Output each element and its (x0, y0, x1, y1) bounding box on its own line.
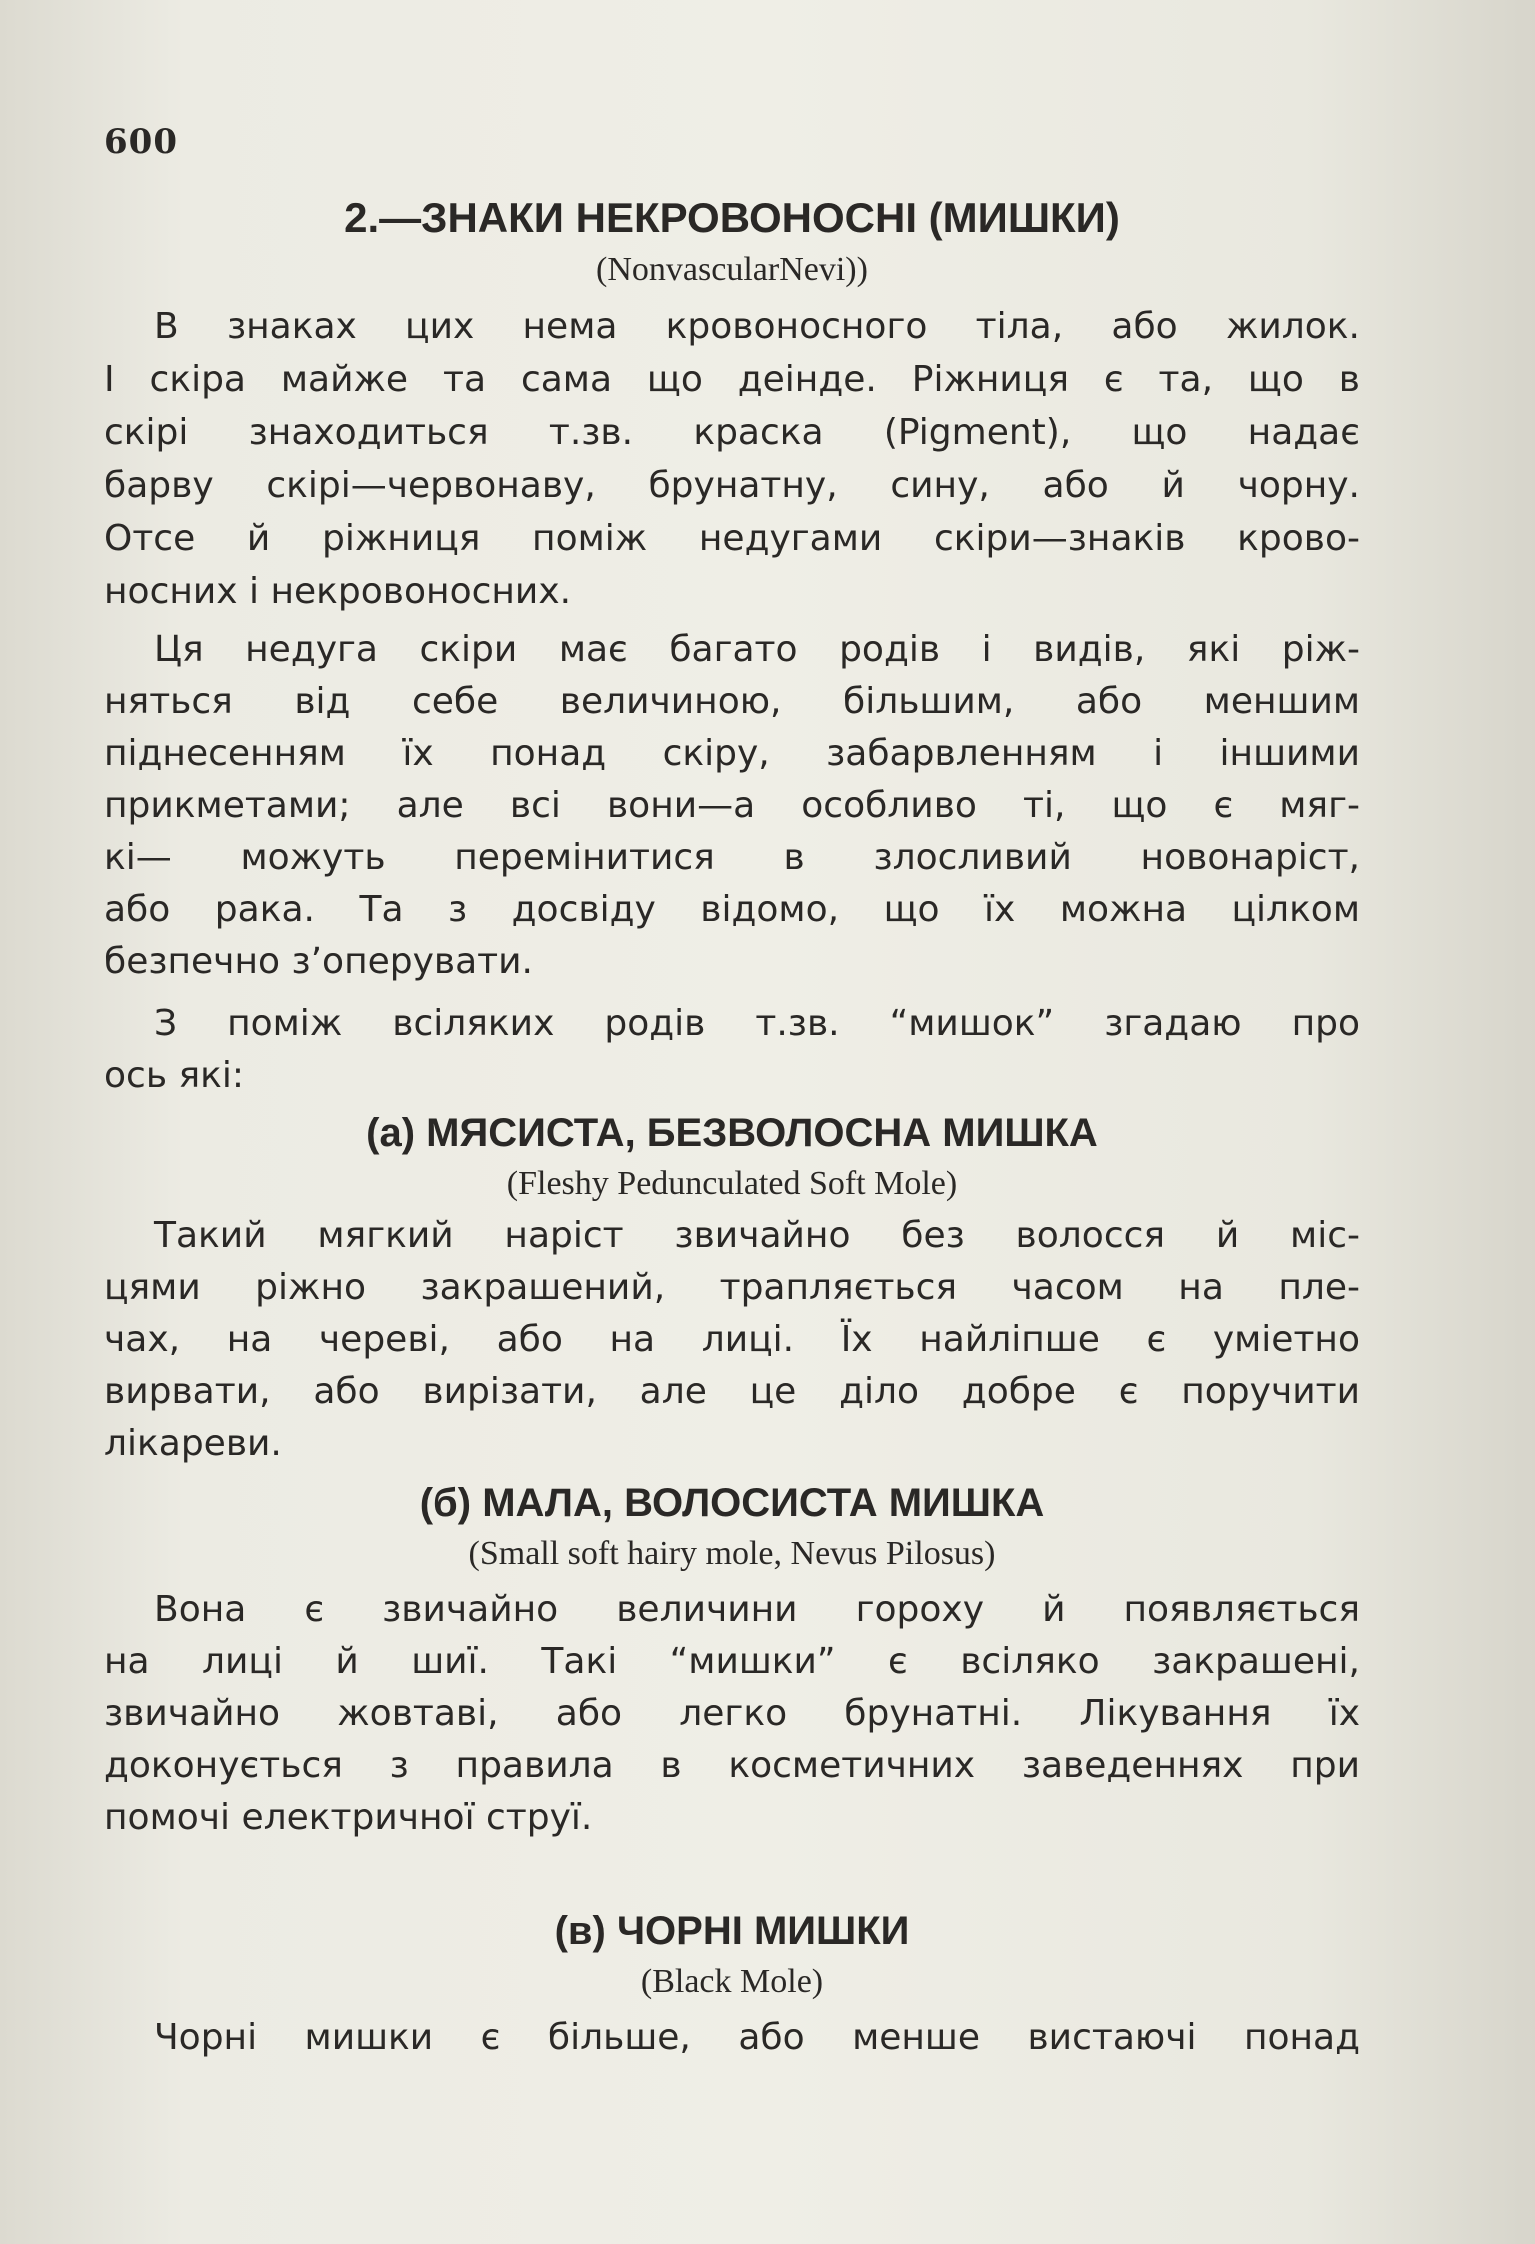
text-line: Чорні мишки є більше, або менше вистаючі понад (154, 2017, 1360, 2058)
text-line: Вона є звичайно величини гороху й появляється (154, 1589, 1360, 1630)
text-line: носних і некровоносних. (104, 571, 572, 612)
section-subtitle: (NonvascularNevi)) (596, 251, 868, 288)
text-line: на лиці й шиї. Такі “мишки” є всіляко закрашені, (104, 1641, 1360, 1682)
text-line: В знаках цих нема кровоносного тіла, або жилок. (154, 306, 1360, 347)
subsection-subtitle: (Black Mole) (640, 1963, 824, 2000)
subsection-title: (б) МАЛА, ВОЛОСИСТА МИШКА (419, 1481, 1045, 1525)
text-line: або рака. Та з досвіду відомо, що їх можна цілком (104, 889, 1360, 930)
text-line: звичайно жовтаві, або легко брунатні. Лікування їх (104, 1693, 1360, 1734)
subsection-subtitle: (Fleshy Pedunculated Soft Mole) (506, 1165, 958, 1202)
paragraph (104, 1584, 1360, 1844)
paragraph (104, 2012, 1360, 2064)
section-title: 2.—ЗНАКИ НЕКРОВОНОСНІ (МИШКИ) (344, 194, 1120, 241)
text-line: ось які: (104, 1055, 245, 1096)
text-line: чах, на череві, або на лиці. Їх найліпше є уміетно (104, 1319, 1360, 1360)
subsection-title: (в) ЧОРНІ МИШКИ (554, 1909, 910, 1953)
text-line: кі— можуть перемінитися в злосливий новонаріст, (104, 837, 1360, 878)
subsection-subtitle: (Small soft hairy mole, Nevus Pilosus) (468, 1535, 996, 1572)
paragraph (104, 998, 1360, 1102)
text-line: цями ріжно закрашений, трапляється часом на пле- (104, 1267, 1360, 1308)
paragraph (104, 624, 1360, 988)
text-line: піднесенням їх понад скіру, забарвленням і іншими (104, 733, 1360, 774)
paragraph (104, 1210, 1360, 1470)
text-line: вирвати, або вирізати, але це діло добре є поручити (104, 1371, 1360, 1412)
text-line: помочі електричної струї. (104, 1797, 593, 1838)
text-line: лікареви. (104, 1423, 282, 1464)
text-line: доконується з правила в косметичних заведеннях при (104, 1745, 1360, 1786)
text-line: няться від себе величиною, більшим, або меншим (104, 681, 1360, 722)
text-line: Отсе й ріжниця поміж недугами скіри—знаків крово- (104, 518, 1360, 559)
page-number: 600 (104, 122, 178, 162)
text-line: З поміж всіляких родів т.зв. “мишок” згадаю про (154, 1003, 1360, 1044)
paragraph (104, 300, 1360, 618)
text-line: Такий мягкий наріст звичайно без волосся й міс- (154, 1215, 1360, 1256)
text-line: барву скірі—червонаву, брунатну, сину, або й чорну. (104, 465, 1360, 506)
text-line: Ця недуга скіри має багато родів і видів, які ріж- (154, 629, 1360, 670)
subsection-title: (а) МЯСИСТА, БЕЗВОЛОСНА МИШКА (366, 1111, 1098, 1155)
text-line: І скіра майже та сама що деінде. Ріжниця є та, що в (104, 359, 1360, 400)
text-line: скірі знаходиться т.зв. краска (Pigment), що надає (104, 412, 1360, 453)
text-line: прикметами; але всі вони—а особливо ті, що є мяг- (104, 785, 1360, 826)
text-line: безпечно з’оперувати. (104, 941, 533, 982)
